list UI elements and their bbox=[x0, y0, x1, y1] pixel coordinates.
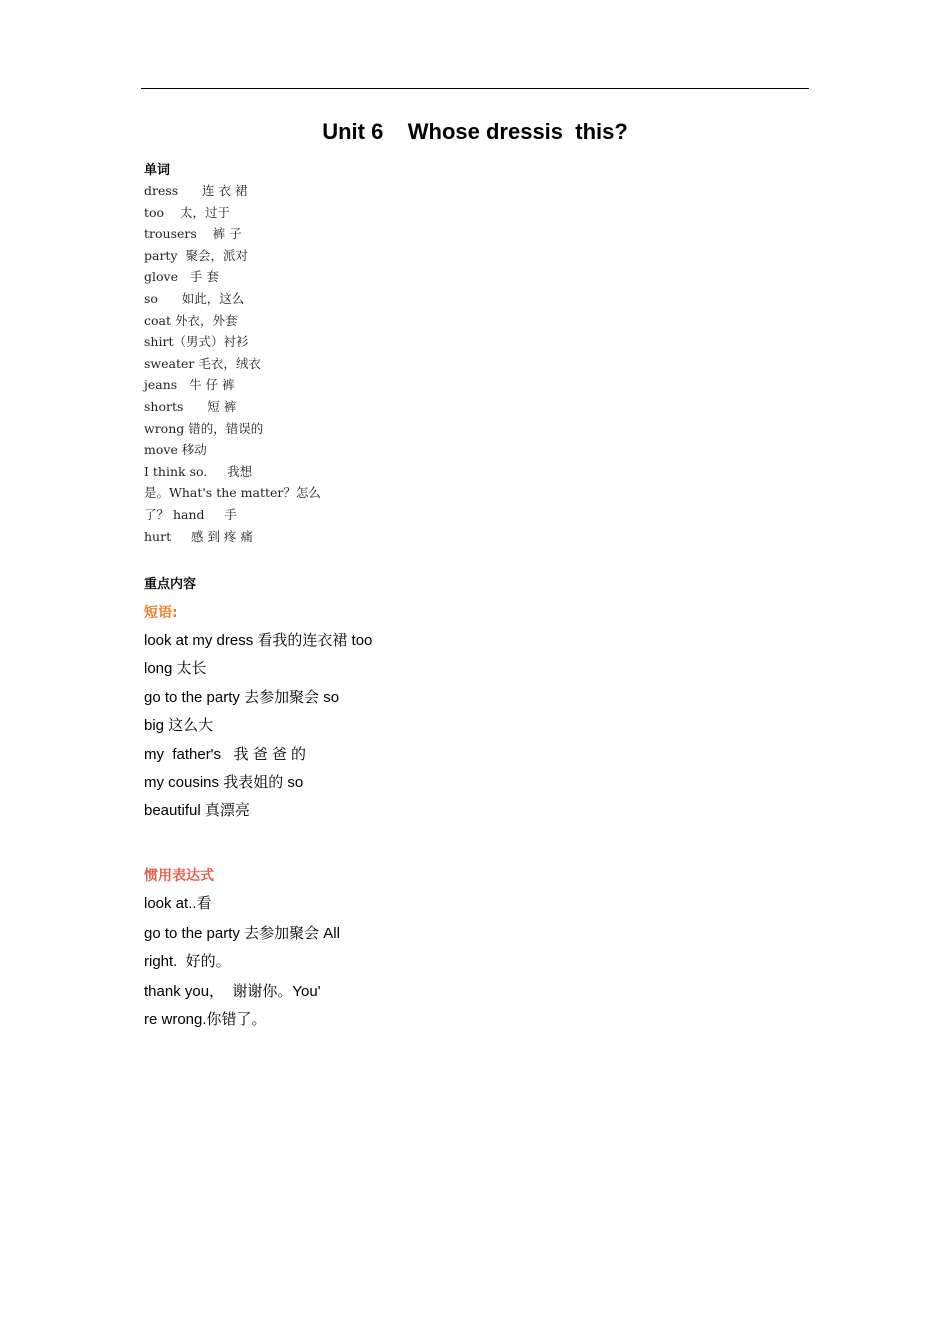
vocab-item: glove 手 套 bbox=[144, 269, 219, 285]
phrase-line: my cousins 我表姐的 so bbox=[144, 774, 304, 791]
vocab-item: wrong 错的，错误的 bbox=[144, 420, 264, 436]
phrase-line: big 这么大 bbox=[144, 717, 214, 734]
vocab-item: jeans 牛 仔 裤 bbox=[144, 377, 235, 393]
header-rule bbox=[141, 88, 809, 89]
vocab-item: shorts 短 裤 bbox=[144, 398, 237, 414]
vocab-item: hurt 感 到 疼 痛 bbox=[144, 528, 253, 544]
phrase-line: my father's 我 爸 爸 的 bbox=[144, 746, 307, 763]
expression-line: re wrong.你错了。 bbox=[144, 1011, 267, 1028]
vocab-item: party 聚会，派对 bbox=[144, 247, 248, 263]
expression-line: go to the party 去参加聚会 All bbox=[144, 925, 340, 942]
phrase-line: long 太长 bbox=[144, 660, 207, 677]
phrase-line: go to the party 去参加聚会 so bbox=[144, 689, 340, 706]
vocab-item: move 移动 bbox=[144, 442, 207, 458]
vocab-heading: 单词 bbox=[144, 163, 171, 178]
vocab-item: so 如此，这么 bbox=[144, 290, 245, 306]
key-content-heading: 重点内容 bbox=[144, 577, 197, 592]
vocab-item: shirt（男式）衬衫 bbox=[144, 334, 249, 350]
expressions-heading: 惯用表达式 bbox=[144, 868, 214, 884]
expression-line: look at..看 bbox=[144, 895, 212, 912]
vocab-item: coat 外衣，外套 bbox=[144, 312, 238, 328]
vocab-item: dress 连 衣 裙 bbox=[144, 183, 248, 198]
vocab-item: I think so. 我想 bbox=[144, 463, 253, 479]
expression-line: thank you， 谢谢你。You' bbox=[144, 983, 321, 1000]
vocab-list bbox=[144, 180, 321, 547]
expression-line: right. 好的。 bbox=[144, 953, 231, 970]
page-title: Unit 6 Whose dressis this? bbox=[322, 119, 628, 144]
phrases-heading: 短语: bbox=[144, 605, 178, 621]
phrase-line: beautiful 真漂亮 bbox=[144, 802, 250, 819]
phrase-line: look at my dress 看我的连衣裙 too bbox=[144, 632, 373, 649]
vocab-item: sweater 毛衣，绒衣 bbox=[144, 355, 261, 371]
vocab-item: 了？ hand 手 bbox=[144, 506, 237, 522]
phrases-list bbox=[144, 628, 372, 826]
vocab-item: too 太，过于 bbox=[144, 204, 230, 220]
vocab-item: trousers 裤 子 bbox=[144, 226, 242, 242]
expressions-list bbox=[144, 891, 340, 1035]
vocab-item: 是。What's the matter？怎么 bbox=[144, 485, 321, 501]
